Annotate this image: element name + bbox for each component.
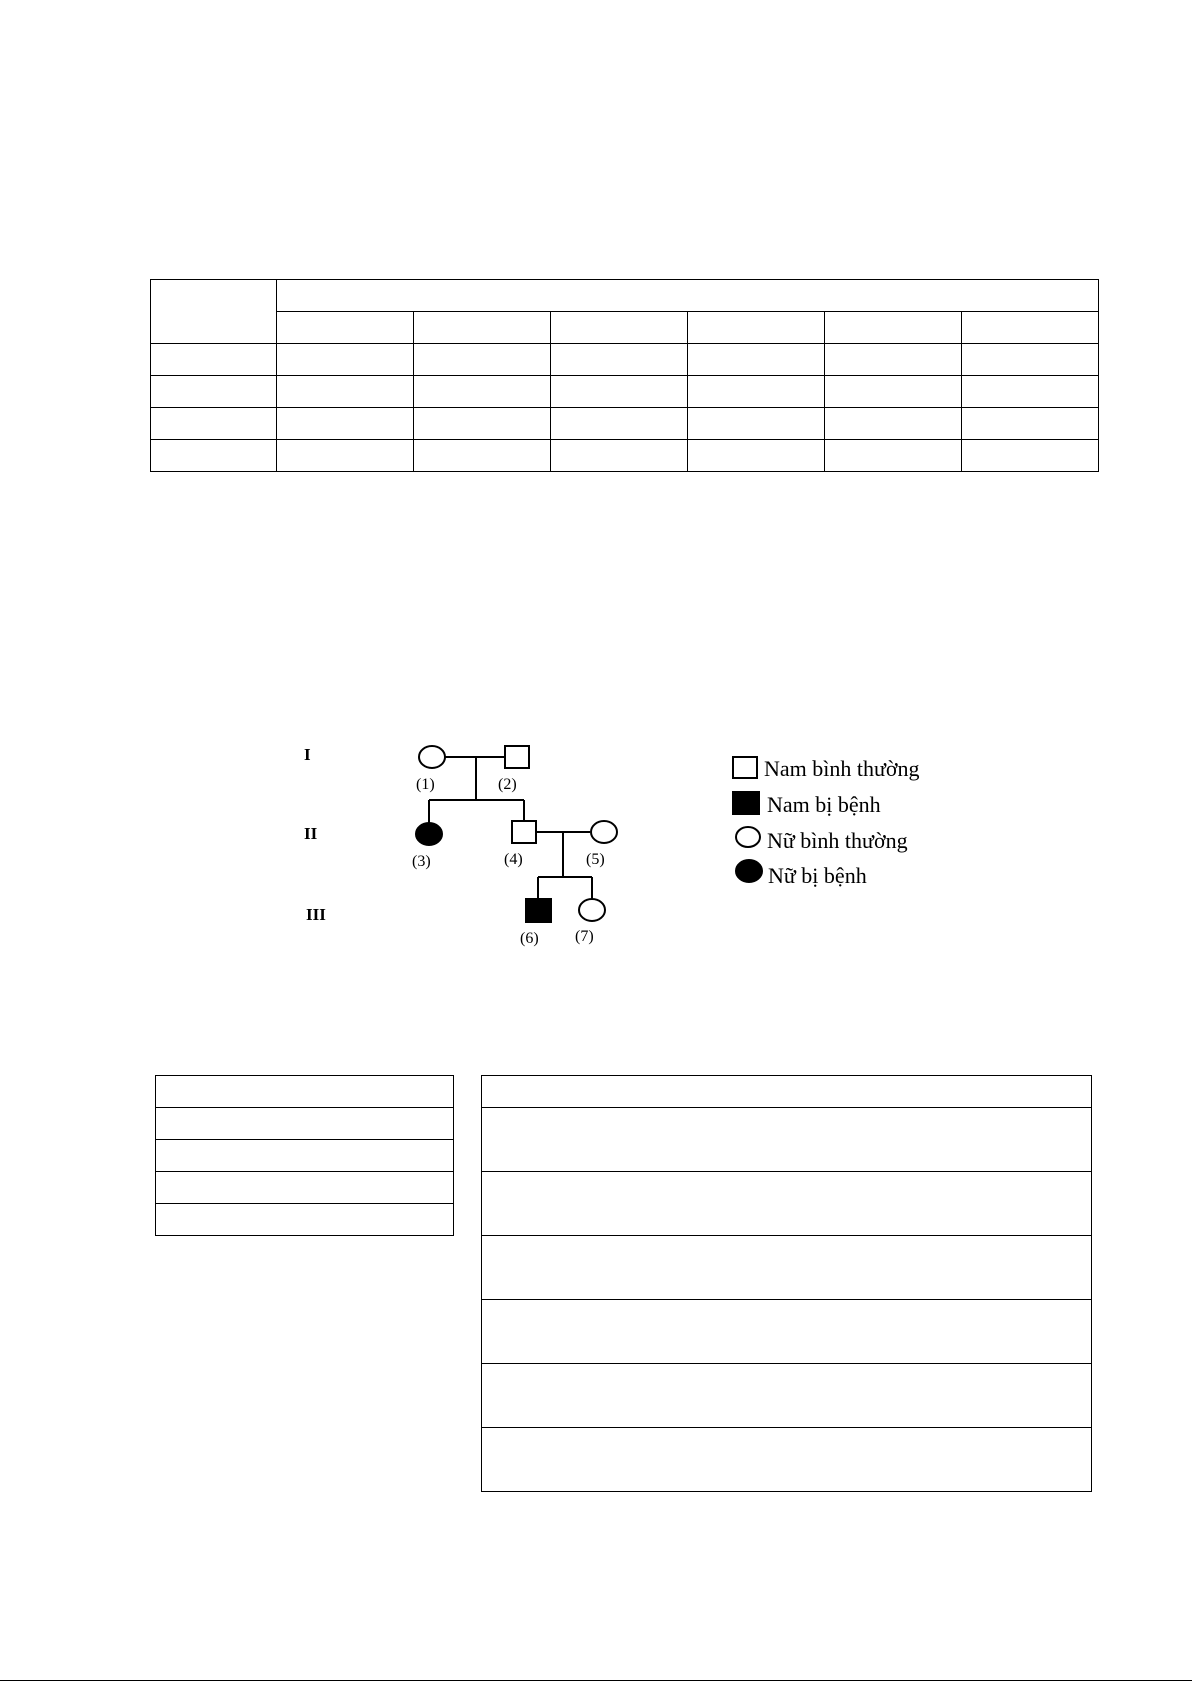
table-cell xyxy=(482,1364,1092,1428)
table-row xyxy=(482,1108,1092,1172)
table-cell xyxy=(482,1236,1092,1300)
table-cell xyxy=(156,1204,454,1236)
table-row xyxy=(156,1140,454,1172)
table-row xyxy=(482,1300,1092,1364)
individual-label-2: (2) xyxy=(498,776,517,793)
table-cell xyxy=(482,1076,1092,1108)
legend-female-affected-label: Nữ bị bệnh xyxy=(768,863,867,888)
table-row xyxy=(482,1428,1092,1492)
legend-female-normal-label: Nữ bình thường xyxy=(767,828,908,853)
individual-label-1: (1) xyxy=(416,776,435,793)
individual-label-4: (4) xyxy=(504,851,523,868)
female-normal-1 xyxy=(419,746,445,768)
legend-male-normal-label: Nam bình thường xyxy=(764,756,920,781)
generation-label-3: III xyxy=(306,905,326,924)
generation-label-1: I xyxy=(304,745,311,764)
legend-female-affected-icon xyxy=(736,860,762,882)
table-cell xyxy=(482,1300,1092,1364)
table-cell xyxy=(156,1076,454,1108)
legend-female-normal-icon xyxy=(736,827,760,847)
generation-label-2: II xyxy=(304,824,318,843)
table-cell xyxy=(482,1428,1092,1492)
table-cell xyxy=(156,1108,454,1140)
table-cell xyxy=(156,1172,454,1204)
individual-label-5: (5) xyxy=(586,851,605,868)
male-affected-6 xyxy=(526,899,551,922)
table-row xyxy=(156,1108,454,1140)
table-row xyxy=(482,1076,1092,1108)
female-normal-5 xyxy=(591,821,617,843)
table-row xyxy=(156,1076,454,1108)
individual-label-6: (6) xyxy=(520,930,539,947)
individual-label-7: (7) xyxy=(575,928,594,945)
table-cell xyxy=(156,1140,454,1172)
male-normal-4 xyxy=(512,821,536,843)
male-normal-2 xyxy=(505,746,529,768)
table-row xyxy=(482,1364,1092,1428)
table-cell xyxy=(482,1172,1092,1236)
table-row xyxy=(482,1236,1092,1300)
table-row xyxy=(156,1204,454,1236)
bottom-left-table xyxy=(155,1075,454,1236)
table-cell xyxy=(482,1108,1092,1172)
legend-male-affected-label: Nam bị bệnh xyxy=(767,792,881,817)
table-row xyxy=(156,1172,454,1204)
footer-divider xyxy=(0,1680,1192,1681)
female-normal-7 xyxy=(579,899,605,921)
female-affected-3 xyxy=(416,823,442,845)
bottom-right-table xyxy=(481,1075,1092,1492)
individual-label-3: (3) xyxy=(412,853,431,870)
legend-male-normal-icon xyxy=(733,757,757,778)
legend-male-affected-icon xyxy=(733,792,759,814)
table-row xyxy=(482,1172,1092,1236)
